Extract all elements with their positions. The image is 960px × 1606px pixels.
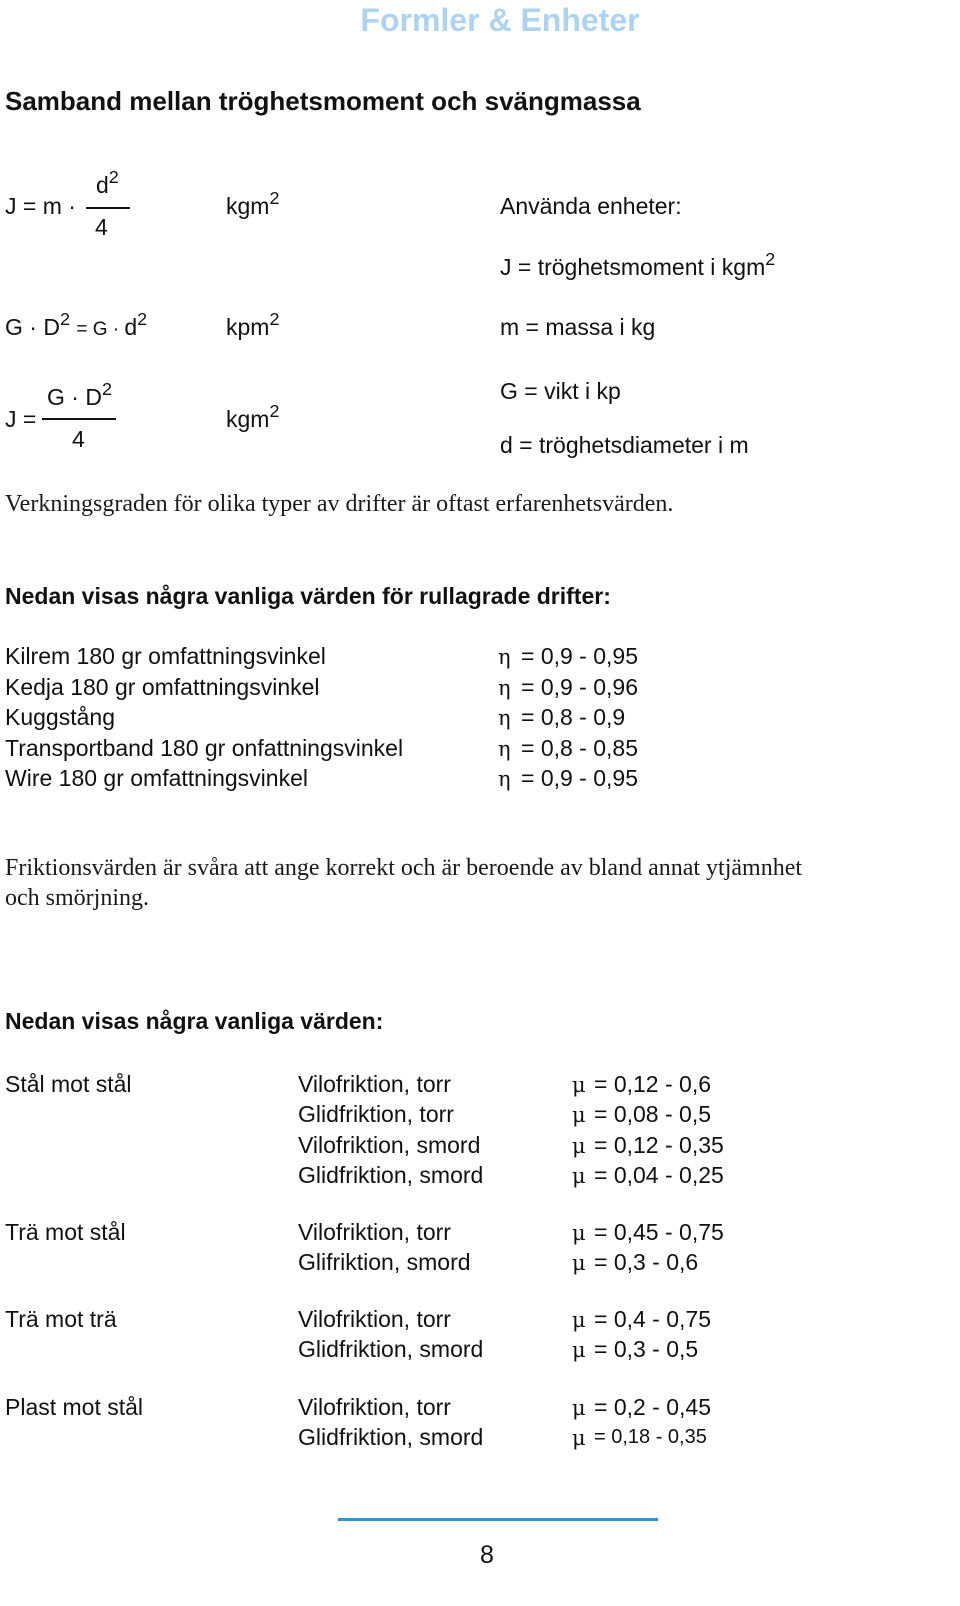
mu-symbol: μ xyxy=(572,1338,586,1362)
formula-3-lhs: J = xyxy=(5,406,37,432)
efficiency-value: = 0,8 - 0,9 xyxy=(521,704,626,730)
friction-type: Vilofriktion, torr xyxy=(298,1394,451,1420)
mu-symbol: μ xyxy=(572,1073,586,1097)
friction-value: = 0,3 - 0,6 xyxy=(594,1249,699,1275)
friction-type: Vilofriktion, torr xyxy=(298,1306,451,1332)
friction-value: = 0,2 - 0,45 xyxy=(594,1394,711,1420)
friction-value: = 0,12 - 0,6 xyxy=(594,1071,711,1097)
friction-value: = 0,04 - 0,25 xyxy=(594,1162,724,1188)
friction-type: Vilofriktion, torr xyxy=(298,1219,451,1245)
paragraph-efficiency: Verkningsgraden för olika typer av drifter är oftast erfarenhetsvärden. xyxy=(5,491,674,517)
efficiency-label: Kilrem 180 gr omfattningsvinkel xyxy=(5,643,326,669)
formula-1-fraction-line xyxy=(86,207,130,209)
efficiency-label: Kuggstång xyxy=(5,704,115,730)
efficiency-value: = 0,9 - 0,95 xyxy=(521,643,638,669)
formula-3-fraction-line xyxy=(42,418,116,420)
eta-symbol: η xyxy=(498,706,511,730)
formula-1-denominator: 4 xyxy=(95,214,108,240)
formula-3-unit: kgm$^2$ xyxy=(226,401,280,432)
section-heading-drives: Nedan visas några vanliga värden för rullagrade drifter: xyxy=(5,583,611,609)
friction-value: = 0,45 - 0,75 xyxy=(594,1219,724,1245)
mu-symbol: μ xyxy=(572,1426,586,1450)
units-heading: Använda enheter: xyxy=(500,193,682,219)
efficiency-label: Transportband 180 gr onfattningsvinkel xyxy=(5,735,404,761)
paragraph-friction-line-1: Friktionsvärden är svåra att ange korrekt och är beroende av bland annat ytjämnhet xyxy=(5,855,803,881)
friction-type: Glidfriktion, smord xyxy=(298,1336,484,1362)
formula-1-numerator: $d^2$ xyxy=(96,167,119,198)
mu-symbol: μ xyxy=(572,1221,586,1245)
friction-material: Trä mot stål xyxy=(5,1219,126,1245)
formula-3-numerator: $G \cdot D^2$ xyxy=(47,379,112,410)
friction-value: = 0,4 - 0,75 xyxy=(594,1306,711,1332)
page-header-title: Formler & Enheter xyxy=(360,2,640,38)
mu-symbol: μ xyxy=(572,1134,586,1158)
mu-symbol: μ xyxy=(572,1164,586,1188)
eta-symbol: η xyxy=(498,645,511,669)
unit-g: G = vikt i kp xyxy=(500,378,621,404)
mu-symbol: μ xyxy=(572,1308,586,1332)
eta-symbol: η xyxy=(498,767,511,791)
friction-value: = 0,08 - 0,5 xyxy=(594,1101,711,1127)
eta-symbol: η xyxy=(498,737,511,761)
mu-symbol: μ xyxy=(572,1103,586,1127)
page-number: 8 xyxy=(480,1541,494,1569)
efficiency-value: = 0,9 - 0,95 xyxy=(521,765,638,791)
friction-type: Glidfriktion, torr xyxy=(298,1101,454,1127)
formula-2-unit: kpm$^2$ xyxy=(226,309,280,340)
section-heading-inertia: Samband mellan tröghetsmoment och svängmassa xyxy=(5,86,641,116)
eta-symbol: η xyxy=(498,676,511,700)
friction-type: Glifriktion, smord xyxy=(298,1249,471,1275)
unit-j: J = tröghetsmoment i kgm$^2$ xyxy=(500,249,776,280)
friction-value: = 0,3 - 0,5 xyxy=(594,1336,699,1362)
efficiency-value: = 0,8 - 0,85 xyxy=(521,735,638,761)
friction-value: = 0,18 - 0,35 xyxy=(594,1426,707,1448)
friction-material: Stål mot stål xyxy=(5,1071,132,1097)
formula-3-denominator: 4 xyxy=(72,426,85,452)
mu-symbol: μ xyxy=(572,1396,586,1420)
efficiency-label: Wire 180 gr omfattningsvinkel xyxy=(5,765,308,791)
formula-1-lhs: J = m · xyxy=(5,193,76,219)
friction-material: Trä mot trä xyxy=(5,1306,117,1332)
unit-m: m = massa i kg xyxy=(500,314,656,340)
section-heading-friction: Nedan visas några vanliga värden: xyxy=(5,1008,384,1034)
efficiency-value: = 0,9 - 0,96 xyxy=(521,674,638,700)
formula-2-expression: $G \cdot D^2 = G \cdot d^2$ xyxy=(5,309,148,340)
paragraph-friction-line-2: och smörjning. xyxy=(5,885,149,911)
unit-d: d = tröghetsdiameter i m xyxy=(500,432,749,458)
friction-type: Glidfriktion, smord xyxy=(298,1162,484,1188)
efficiency-label: Kedja 180 gr omfattningsvinkel xyxy=(5,674,320,700)
friction-type: Vilofriktion, torr xyxy=(298,1071,451,1097)
friction-type: Vilofriktion, smord xyxy=(298,1132,481,1158)
formula-1-unit: kgm$^2$ xyxy=(226,188,280,219)
mu-symbol: μ xyxy=(572,1251,586,1275)
friction-material: Plast mot stål xyxy=(5,1394,144,1420)
friction-type: Glidfriktion, smord xyxy=(298,1424,484,1450)
footer-rule xyxy=(338,1518,658,1521)
friction-value: = 0,12 - 0,35 xyxy=(594,1132,724,1158)
